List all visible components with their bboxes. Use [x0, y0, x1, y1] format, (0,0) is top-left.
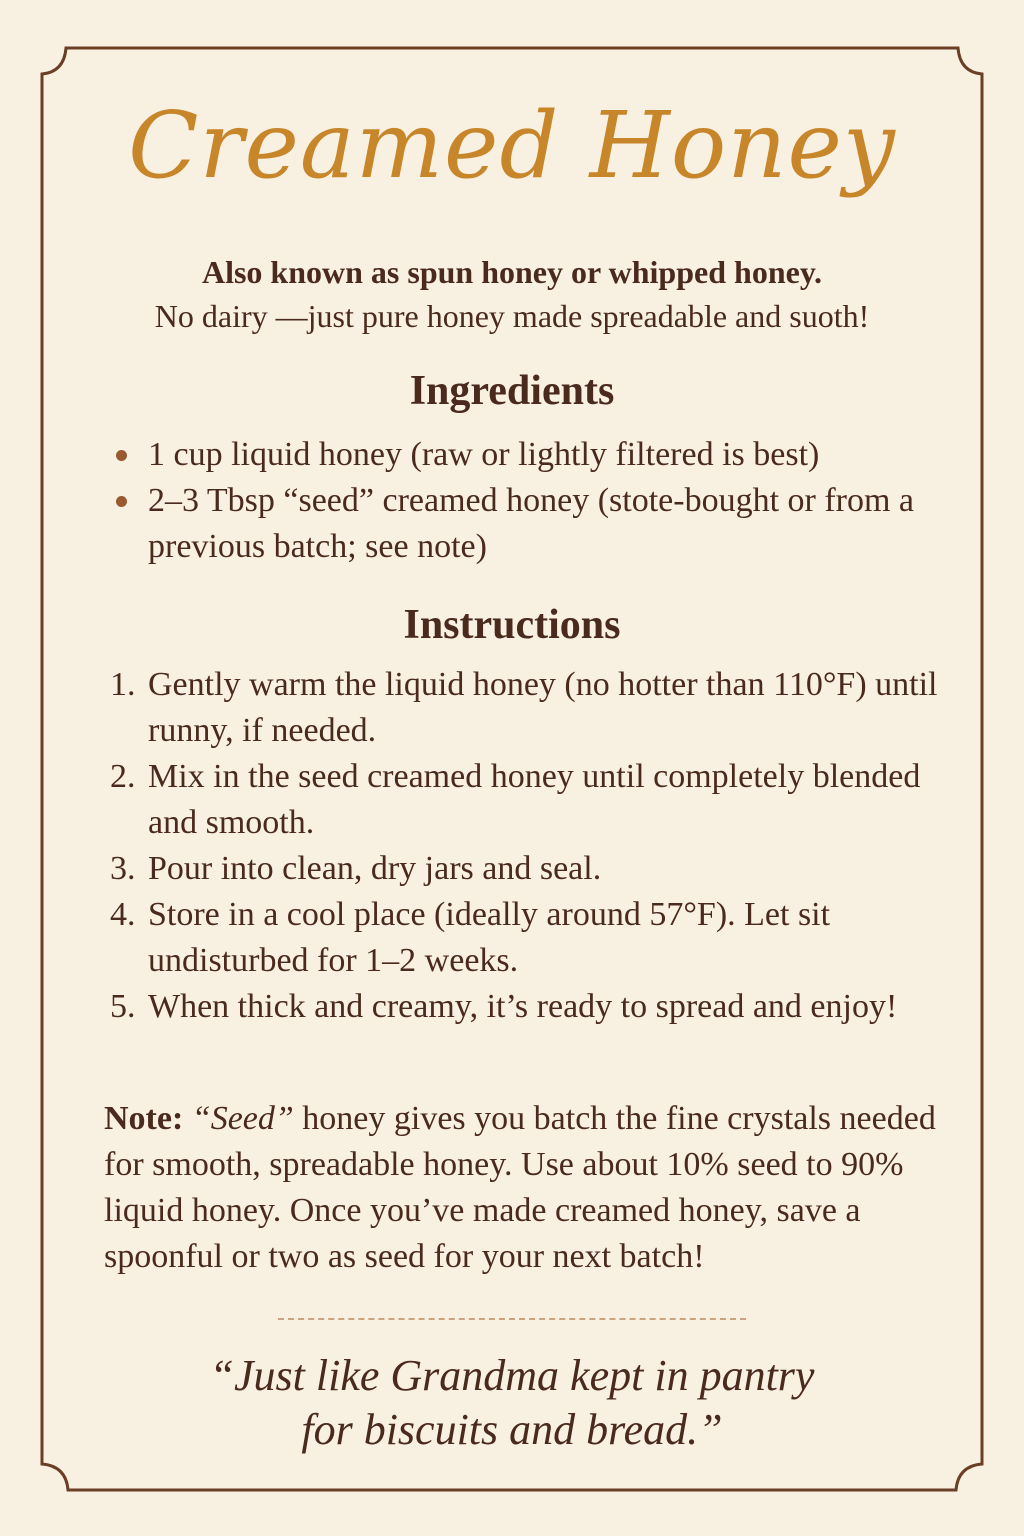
note-label: Note:	[104, 1100, 184, 1137]
subtitle-line-2: No dairy —just pure honey made spreadable and suoth!	[154, 298, 870, 334]
instruction-step	[110, 892, 970, 984]
step-text: Pour into clean, dry jars and seal.	[148, 850, 602, 887]
bullet-icon	[116, 450, 127, 461]
step-text: Mix in the seed creamed honey until completely blended and smooth.	[148, 758, 921, 841]
note-paragraph	[104, 1096, 964, 1280]
quote-line-2: for biscuits and bread.”	[301, 1405, 723, 1454]
step-text: Store in a cool place (ideally around 57°F). Let sit undisturbed for 1–2 weeks.	[148, 896, 831, 979]
instruction-step	[110, 984, 970, 1030]
dashed-divider	[278, 1318, 746, 1320]
ingredient-text: 1 cup liquid honey (raw or lightly filtered is best)	[148, 436, 820, 473]
note-seed-word: “Seed”	[191, 1100, 294, 1137]
instruction-step	[110, 846, 970, 892]
note-text: honey gives you batch the fine crystals needed for smooth, spreadable honey. Use about 10% seed to 90% liquid honey. Once you’ve made creamed honey, save a spoonful or two as seed for your next batch!	[104, 1100, 936, 1275]
bullet-icon	[116, 496, 127, 507]
step-number: 2.	[110, 758, 136, 795]
ingredient-item	[112, 432, 972, 478]
instructions-list	[110, 662, 970, 1030]
ingredients-heading: Ingredients	[409, 368, 615, 414]
step-number: 3.	[110, 850, 136, 887]
ingredient-text: 2–3 Tbsp “seed” creamed honey (stote-bought or from a previous batch; see note)	[148, 482, 915, 565]
quote-line-1: “Just like Grandma kept in pantry	[209, 1351, 815, 1400]
subtitle-line-1: Also known as spun honey or whipped honey.	[201, 254, 823, 290]
ingredients-list	[112, 432, 972, 570]
instruction-step	[110, 662, 970, 754]
instructions-heading: Instructions	[403, 602, 621, 648]
ingredient-item	[112, 478, 972, 570]
step-text: Gently warm the liquid honey (no hotter than 110°F) until runny, if needed.	[148, 666, 938, 749]
step-number: 1.	[110, 666, 136, 703]
step-text: When thick and creamy, it’s ready to spread and enjoy!	[148, 988, 898, 1025]
instruction-step	[110, 754, 970, 846]
recipe-title: Creamed Honey	[128, 92, 896, 199]
step-number: 5.	[110, 988, 136, 1025]
step-number: 4.	[110, 896, 136, 933]
